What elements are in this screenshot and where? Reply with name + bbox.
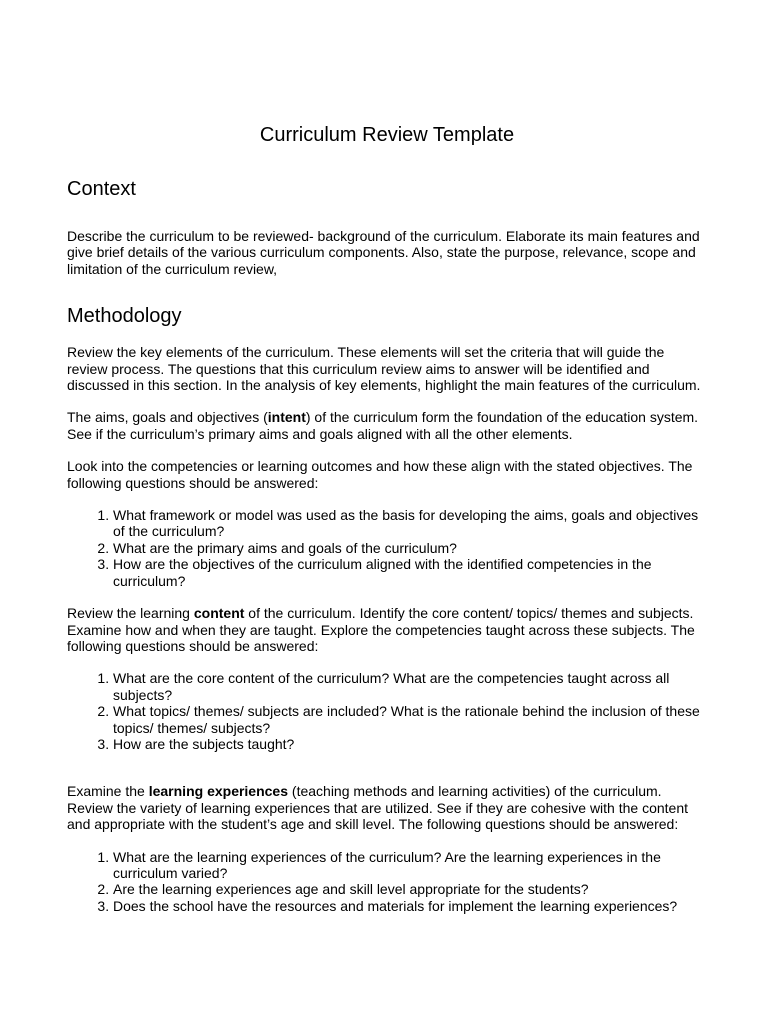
bold-term-content: content	[193, 605, 245, 622]
document-title: Curriculum Review Template	[259, 124, 515, 146]
list-item: 3. Does the school have the resources and materials for implement the learning experiences?	[113, 898, 707, 914]
list-item: 1. What framework or model was used as the basis for developing the aims, goals and objectives of the curriculum?	[113, 507, 707, 540]
methodology-paragraph-competencies: Look into the competencies or learning outcomes and how these align with the stated objectives. The following questions should be answered:	[67, 458, 693, 491]
list-item: 3. How are the subjects taught?	[113, 736, 707, 752]
list-item: 1. What are the learning experiences of the curriculum? Are the learning experiences in the curriculum varied?	[113, 849, 707, 882]
methodology-paragraph-learning-experiences	[67, 783, 707, 832]
paragraph-text: (teaching methods and learning activities) of the curriculum. Review the variety of learning experiences that are utilized. See if they are cohesive with the content and appropriate with the student’s age and skill level. The following questions should be answered:	[67, 783, 689, 833]
list-item: 2. What are the primary aims and goals of the curriculum?	[113, 540, 707, 556]
list-item: 1. What are the core content of the curriculum? What are the competencies taught across all subjects?	[113, 670, 707, 703]
methodology-paragraph-intent	[67, 409, 707, 442]
list-item: 2. Are the learning experiences age and skill level appropriate for the students?	[113, 881, 707, 897]
methodology-paragraph-content	[67, 605, 707, 654]
context-paragraph: Describe the curriculum to be reviewed- background of the curriculum. Elaborate its main features and give brief details of the various curriculum components. Also, state the purpose, relevance, scope and limitation of the curriculum review,	[67, 228, 700, 277]
question-list-content	[67, 670, 707, 752]
paragraph-text: of the curriculum. Identify the core content/ topics/ themes and subjects. Examine how and when they are taught. Explore the competencies taught across these subjects. The following questions should be answered:	[67, 605, 695, 654]
paragraph-text: ) of the curriculum form the foundation of the education system. See if the curriculum’s primary aims and goals aligned with all the other elements.	[67, 409, 699, 442]
list-item: 2. What topics/ themes/ subjects are included? What is the rationale behind the inclusion of these topics/ themes/ subjects?	[113, 703, 707, 736]
paragraph-text: The aims, goals and objectives (	[67, 409, 268, 426]
question-list-learning-experiences	[67, 849, 707, 915]
list-item: 3. How are the objectives of the curriculum aligned with the identified competencies in the curriculum?	[113, 556, 707, 589]
section-heading-methodology: Methodology	[67, 305, 182, 328]
section-heading-context: Context	[67, 178, 136, 200]
methodology-paragraph-key-elements: Review the key elements of the curriculum. These elements will set the criteria that will guide the review process. The questions that this curriculum review aims to answer will be identified and discussed in this section. In the analysis of key elements, highlight the main features of the curriculum.	[67, 344, 701, 394]
paragraph-text: Examine the	[67, 783, 149, 800]
bold-term-intent: intent	[267, 409, 306, 426]
document-content	[67, 120, 707, 914]
question-list-competencies	[67, 507, 707, 589]
paragraph-text: Review the learning	[67, 605, 194, 622]
bold-term-learning-experiences: learning experiences	[148, 783, 289, 800]
